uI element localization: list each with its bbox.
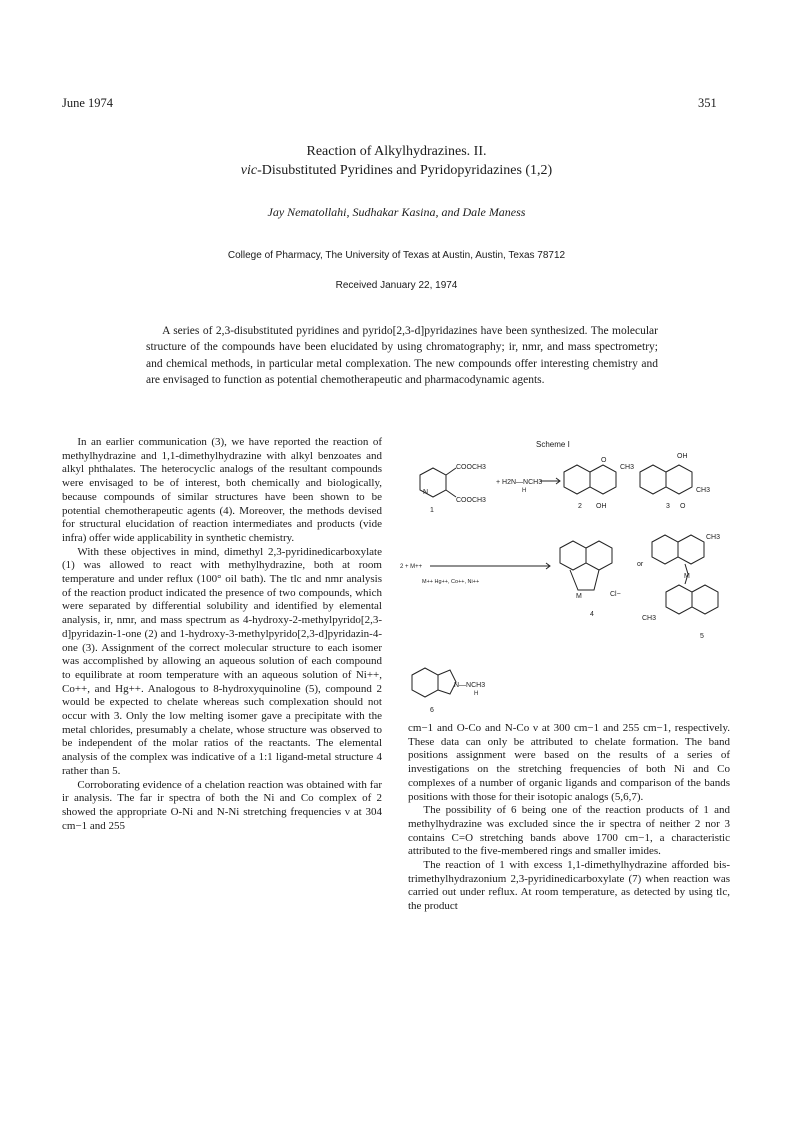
compound-2-structure <box>564 465 616 494</box>
compound-3-o-label: O <box>680 503 686 510</box>
compound-5-number: 5 <box>700 633 704 640</box>
compound-6-nnch3-label: N—NCH3 <box>454 682 486 689</box>
right-paragraph-2: The possibility of 6 being one of the reaction products of 1 and methylhydrazine was excluded since the ir spectra of neither 2 nor 3 contains C=O stretching bands above 1700 cm−1, a characteristic attributed to the five-membered rings and smaller imides. <box>408 804 730 858</box>
scheme-title: Scheme I <box>536 440 570 449</box>
compound-5-m-label: M <box>684 573 690 580</box>
scheme-diagram <box>400 450 735 715</box>
article-title-line1: Reaction of Alkylhydrazines. II. <box>306 144 487 159</box>
left-paragraph-2: With these objectives in mind, dimethyl 2,3-pyridinedicarboxylate (1) was allowed to react with methylhydrazine, both at room temperature and under reflux (100° oil bath). The tlc and nmr analysis of the reaction product indicated the presence of two compounds, which were separated by differential solubility and identified by elemental analysis, ir, nmr, and mass spectrum as 4-hydroxy-2-methylpyrido[2,3-d]pyridazin-1-one (2) and 1-hydroxy-3-methylpyrido[2,3-d]pyridazin-4-one (3). Assignment of the correct molecular structure to each isomer was accomplished by allowing an aqueous solution of each compound to equilibrate at room temperature with an aqueous solution of Ni++, Co++, and Hg++. Analogous to 8-hydroxyquinoline (5), compound 2 would be expected to chelate whereas such complexation should not occur with 3. Only the low melting isomer gave a precipitate with the metal chlorides, presumably a chelate, whose structure was observed to be independent of the molar ratios of the reactants. The elemental analysis of the complex was indicative of a 1:1 ligand-metal structure 4 rather than 5. <box>62 545 382 777</box>
article-title-line2 <box>0 162 793 180</box>
right-paragraph-3: The reaction of 1 with excess 1,1-dimethylhydrazine afforded bis-trimethylhydrazonium 2,3-pyridinedicarboxylate (7) when reaction was carried out under reflux. At room temperature, as detected by using tlc, the product <box>408 859 730 913</box>
running-date: June 1974 <box>62 96 114 110</box>
compound-3-number: 3 <box>666 503 670 510</box>
abstract: A series of 2,3-disubstituted pyridines and pyrido[2,3-d]pyridazines have been synthesized. The molecular structure of the compounds have been elucidated by using chromatography; ir, nmr, and mass spectrometry; and chemical methods, in particular metal complexation. The new compounds offer interesting chemistry and are envisaged to function as potential chemotherapeutic and pharmacodynamic agents. <box>146 325 658 386</box>
compound-4-structure <box>560 541 612 590</box>
affiliation: College of Pharmacy, The University of Texas at Austin, Austin, Texas 78712 <box>227 250 566 261</box>
compound-6-number: 6 <box>430 707 434 714</box>
compound-2-ch3-label: CH3 <box>620 464 635 471</box>
or-label: or <box>637 561 644 568</box>
title-prefix: vic- <box>240 163 262 178</box>
left-paragraph-1: In an earlier communication (3), we have reported the reaction of methylhydrazine and 1,1-dimethylhydrazine with alkyl benzoates and alkyl phthalates. The heterocyclic analogs of the resultant compounds were envisaged to be of interest, both chemically and biologically, because compounds of similar structures have been shown to be potential chemotherapeutic agents (4). Moreover, the methods devised for structural elucidation of reaction intermediates and products (vide infra) offer wide applicability in synthetic chemistry. <box>62 436 382 544</box>
right-paragraph-1: cm−1 and O-Co and N-Co ν at 300 cm−1 and 255 cm−1, respectively. These data can only be attributed to chelate formation. The band positions assignment were based on the results of a series of investigations on the stretching frequencies of both Ni and Co complexes of a number of organic ligands and comparison of the bands positions with those for their isotopic analogs (5,6,7). <box>408 722 730 803</box>
compound-5-ch3-top-label: CH3 <box>706 534 721 541</box>
right-column <box>408 722 730 914</box>
cooch3-top-label: COOCH3 <box>456 464 486 471</box>
left-paragraph-3: Corroborating evidence of a chelation reaction was obtained with far ir analysis. The far ir spectra of both the Ni and Co complex of 2 showed the appropriate O-Ni and N-Ni stretching frequencies ν at 304 cm−1 and 255 <box>62 778 382 832</box>
compound-2-oh-label: OH <box>596 503 607 510</box>
step2-reagent-label: 2 + M++ <box>400 564 423 570</box>
ring-n-label: N <box>423 489 429 496</box>
compound-4-number: 4 <box>590 611 594 618</box>
compound-6-structure <box>412 668 456 697</box>
compound-4-m-label: M <box>576 593 582 600</box>
cooch3-bottom-label: COOCH3 <box>456 497 486 504</box>
reagent-label: + H2N—NCH3 <box>496 479 543 486</box>
step2-metals-label: M++ Hg++, Co++, Ni++ <box>422 579 480 585</box>
reagent-h-label: H <box>522 488 527 494</box>
title-rest: Disubstituted Pyridines and Pyridopyridazines (1,2) <box>261 163 553 178</box>
chloride-label: Cl− <box>610 591 621 598</box>
authors: Jay Nematollahi, Sudhakar Kasina, and Dale Maness <box>267 205 526 219</box>
left-column <box>62 436 382 833</box>
compound-2-o-label: O <box>601 457 607 464</box>
received-date: Received January 22, 1974 <box>335 280 458 291</box>
compound-3-oh-label: OH <box>677 453 688 460</box>
compound-3-structure <box>640 465 692 494</box>
compound-3-ch3-label: CH3 <box>696 487 711 494</box>
compound-5-ch3-bottom-label: CH3 <box>642 615 657 622</box>
compound-1-number: 1 <box>430 507 434 514</box>
page-number: 351 <box>698 96 717 110</box>
compound-6-h-label: H <box>474 691 479 697</box>
compound-2-number: 2 <box>578 503 582 510</box>
